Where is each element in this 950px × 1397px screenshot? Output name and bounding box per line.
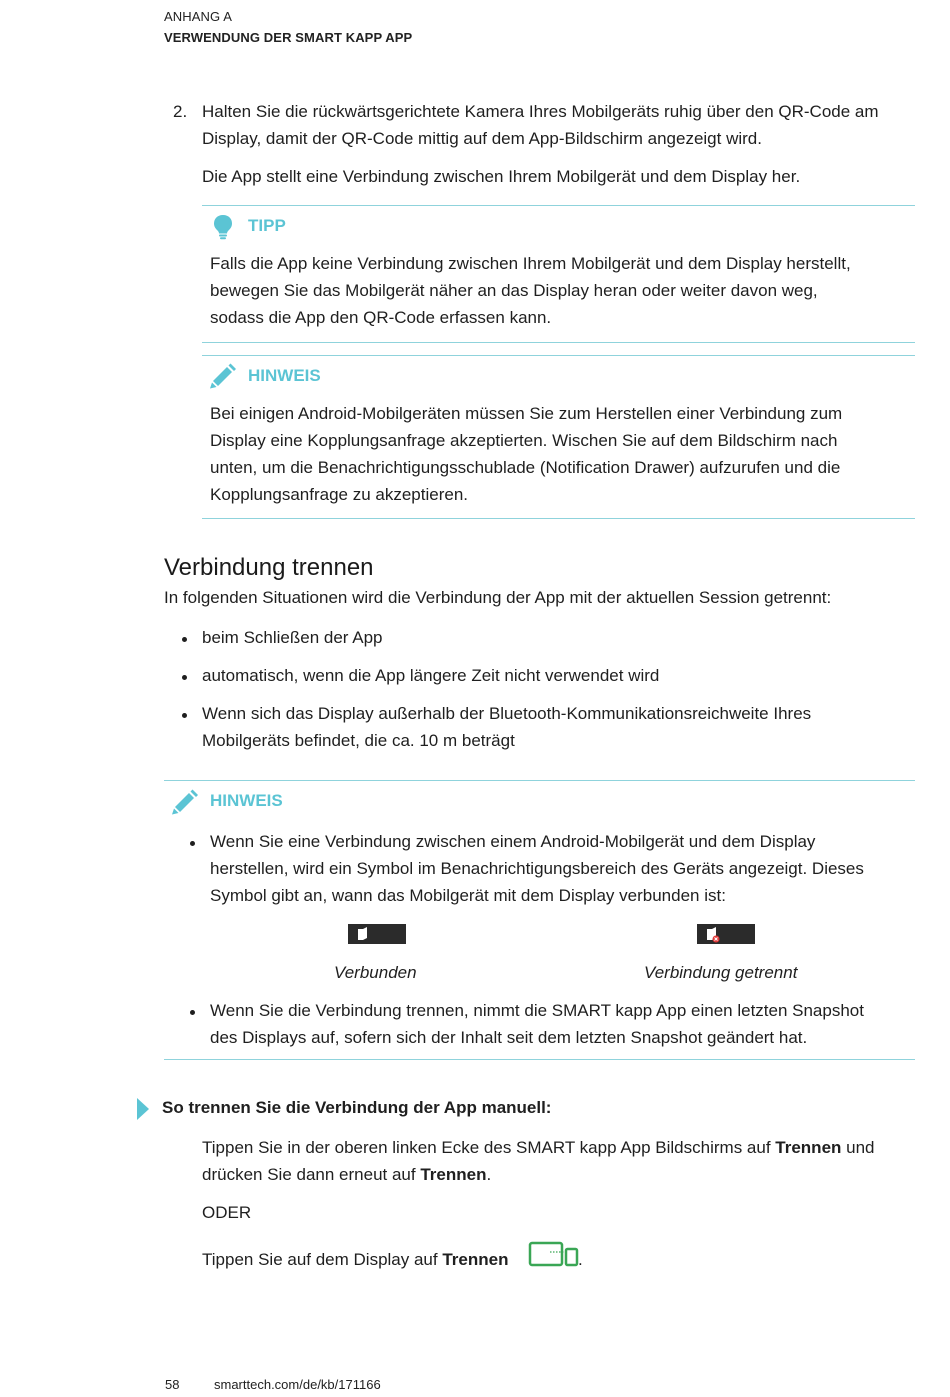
pencil-icon (171, 789, 199, 820)
list-item: Wenn sich das Display außerhalb der Bluetooth-Kommunikationsreichweite Ihres (202, 704, 812, 723)
lightbulb-icon (212, 214, 234, 245)
step-text-line: Halten Sie die rückwärtsgerichtete Kamera Ihres Mobilgeräts ruhig über den QR-Code am (202, 102, 879, 121)
footer-url[interactable]: smarttech.com/de/kb/171166 (214, 1377, 381, 1392)
list-item: beim Schließen der App (202, 628, 383, 647)
note-title: HINWEIS (210, 791, 283, 810)
tip-text-line: sodass die App den QR-Code erfassen kann. (210, 308, 552, 327)
note-title: HINWEIS (248, 366, 321, 385)
sentence-end: . (578, 1250, 583, 1269)
callout-divider (202, 205, 915, 206)
status-disconnected-label: Verbindung getrennt (644, 963, 798, 982)
procedure-step-line: Tippen Sie in der oberen linken Ecke des SMART kapp App Bildschirms auf Trennen und (202, 1138, 875, 1157)
callout-divider (202, 518, 915, 519)
bullet-dot (182, 713, 187, 718)
callout-divider (202, 342, 915, 343)
procedure-step-line: drücken Sie dann erneut auf Trennen. (202, 1165, 492, 1184)
triangle-arrow-icon (136, 1097, 150, 1126)
procedure-title: So trennen Sie die Verbindung der App manuell: (162, 1098, 552, 1117)
connected-status-bar (348, 924, 406, 944)
tip-text-line: bewegen Sie das Mobilgerät näher an das Display heran oder weiter davon weg, (210, 281, 818, 300)
page-number: 58 (165, 1377, 180, 1392)
note-text-line: Wenn Sie eine Verbindung zwischen einem Android-Mobilgerät und dem Display (210, 832, 816, 851)
tip-text-line: Falls die App keine Verbindung zwischen Ihrem Mobilgerät und dem Display herstellt, (210, 254, 851, 273)
bullet-dot (182, 637, 187, 642)
note-text-line: unten, um die Benachrichtigungsschublade (Notification Drawer) aufzurufen und die (210, 458, 841, 477)
pencil-icon (209, 363, 237, 394)
status-connected-label: Verbunden (334, 963, 417, 982)
disconnected-status-bar (697, 924, 755, 944)
section-intro: In folgenden Situationen wird die Verbindung der App mit der aktuellen Session getrennt: (164, 588, 832, 607)
list-item-continuation: Mobilgeräts befindet, die ca. 10 m beträgt (202, 731, 515, 750)
procedure-step-line: Tippen Sie auf dem Display auf Trennen (202, 1250, 509, 1269)
bullet-dot (190, 1010, 195, 1015)
disconnect-devices-icon (528, 1240, 580, 1273)
bold-term: Trennen (775, 1138, 842, 1157)
section-heading: Verbindung trennen (164, 554, 374, 581)
or-separator: ODER (202, 1203, 252, 1222)
bold-term: Trennen (442, 1250, 509, 1269)
note-text-line: Display eine Kopplungsanfrage akzeptierten. Wischen Sie auf dem Bildschirm nach (210, 431, 838, 450)
step-number: 2. (173, 102, 188, 121)
note-text-line: herstellen, wird ein Symbol im Benachrichtigungsbereich des Geräts angezeigt. Dieses (210, 859, 864, 878)
bold-term: Trennen (420, 1165, 487, 1184)
bullet-dot (182, 675, 187, 680)
step-result: Die App stellt eine Verbindung zwischen Ihrem Mobilgerät und dem Display her. (202, 167, 801, 186)
step-text-line: Display, damit der QR-Code mittig auf dem App-Bildschirm angezeigt wird. (202, 129, 762, 148)
note-text-line: des Displays auf, sofern sich der Inhalt seit dem letzten Snapshot geändert hat. (210, 1028, 808, 1047)
list-item: automatisch, wenn die App längere Zeit nicht verwendet wird (202, 666, 660, 685)
connected-device-icon (348, 924, 406, 944)
callout-divider (164, 780, 915, 781)
chapter-title: VERWENDUNG DER SMART KAPP APP (164, 30, 413, 45)
note-text-line: Wenn Sie die Verbindung trennen, nimmt die SMART kapp App einen letzten Snapshot (210, 1001, 864, 1020)
note-text-line: Bei einigen Android-Mobilgeräten müssen Sie zum Herstellen einer Verbindung zum (210, 404, 843, 423)
tip-title: TIPP (248, 216, 286, 235)
appendix-label: ANHANG A (164, 9, 232, 24)
callout-divider (164, 1059, 915, 1060)
disconnected-device-icon (697, 924, 755, 944)
bullet-dot (190, 841, 195, 846)
callout-divider (202, 355, 915, 356)
note-text-line: Kopplungsanfrage zu akzeptieren. (210, 485, 469, 504)
note-text-line: Symbol gibt an, wann das Mobilgerät mit dem Display verbunden ist: (210, 886, 726, 905)
